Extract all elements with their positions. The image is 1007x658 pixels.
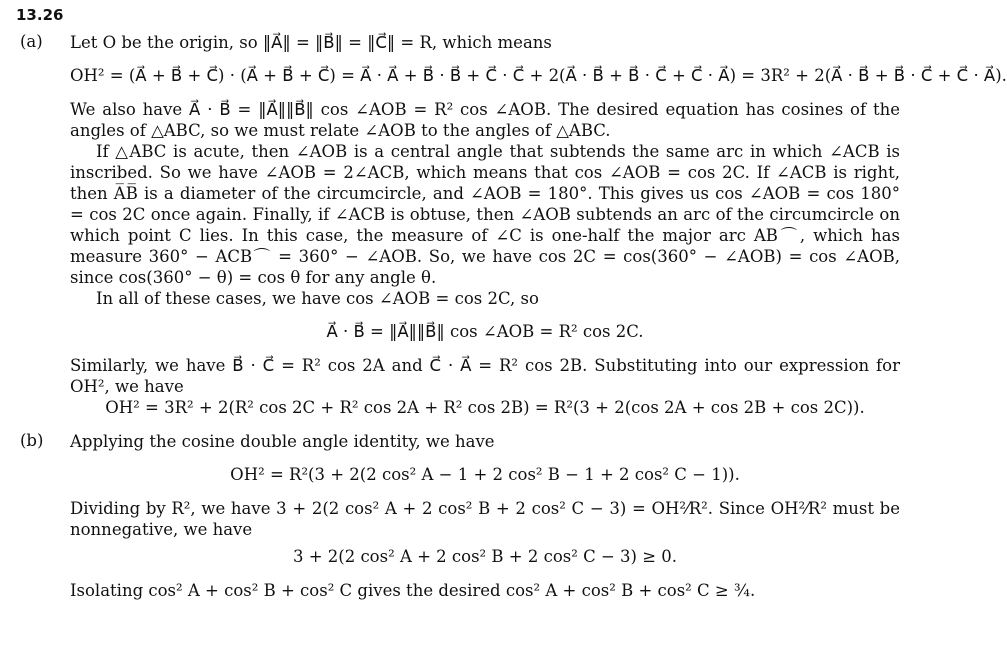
problem-number: 13.26 [16,6,64,24]
part-a-paragraph-1: We also have A⃗ · B⃗ = ‖A⃗‖‖B⃗‖ cos ∠AOB = R² cos ∠AOB. The desired equation has cosines of the angles of △ABC, so we must relate ∠AOB to the angles of △ABC. [70,100,900,140]
part-a-paragraph-2: If △ABC is acute, then ∠AOB is a central angle that subtends the same arc in which ∠ACB is inscribed. So we have ∠AOB = 2∠ACB, which means that cos ∠AOB = cos 2C. If ∠ACB is right, then A̅B̅ is a diameter of the circumcircle, and ∠AOB = 180°. This gives us cos ∠AOB = cos 180° = cos 2C once again. Finally, if ∠ACB is obtuse, then ∠AOB subtends an arc of the circumcircle on which point C lies. In this case, the measure of ∠C is one-half the major arc AB⌒, which has measure 360° − ACB⌒ = 360° − ∠AOB. So, we have cos 2C = cos(360° − ∠AOB) = cos ∠AOB, since cos(360° − θ) = cos θ for any angle θ. [70,142,900,287]
part-a-equation-1: OH² = (A⃗ + B⃗ + C⃗) · (A⃗ + B⃗ + C⃗) = A⃗ · A⃗ + B⃗ · B⃗ + C⃗ · C⃗ + 2(A⃗ · B⃗ + B⃗ · C⃗ + C⃗ · A⃗) = 3R² + 2(A⃗ · B⃗ + B⃗ · C⃗ + C⃗ · A⃗). [70,66,1007,85]
part-b-equation-2: 3 + 2(2 cos² A + 2 cos² B + 2 cos² C − 3) ≥ 0. [292,547,678,566]
part-a [16,32,1007,419]
part-b-label: (b) [20,431,44,450]
part-a-paragraph-3: In all of these cases, we have cos ∠AOB = cos 2C, so [96,289,539,308]
part-b-equation-1: OH² = R²(3 + 2(2 cos² A − 1 + 2 cos² B − 1 + 2 cos² C − 1)). [230,465,740,484]
part-b-intro: Applying the cosine double angle identity, we have [70,432,495,451]
part-a-paragraph-4: Similarly, we have B⃗ · C⃗ = R² cos 2A and C⃗ · A⃗ = R² cos 2B. Substituting into our expression for OH², we have [70,356,900,396]
part-a-intro: Let O be the origin, so ‖A⃗‖ = ‖B⃗‖ = ‖C⃗‖ = R, which means [70,33,552,52]
part-b-paragraph-2: Isolating cos² A + cos² B + cos² C gives the desired cos² A + cos² B + cos² C ≥ ¾. [70,581,756,600]
part-a-label: (a) [20,32,43,51]
part-a-equation-3: OH² = 3R² + 2(R² cos 2C + R² cos 2A + R² cos 2B) = R²(3 + 2(cos 2A + cos 2B + cos 2C)). [105,398,865,417]
part-a-equation-2: A⃗ · B⃗ = ‖A⃗‖‖B⃗‖ cos ∠AOB = R² cos 2C. [326,322,644,341]
part-b-paragraph-1: Dividing by R², we have 3 + 2(2 cos² A + 2 cos² B + 2 cos² C − 3) = OH²⁄R². Since OH²⁄R² must be nonnegative, we have [70,499,900,539]
part-b [16,431,900,601]
